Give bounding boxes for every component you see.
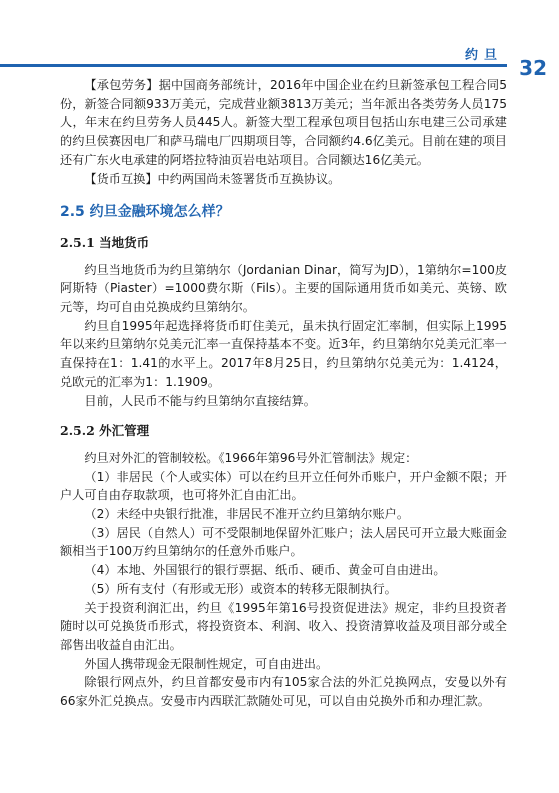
subsection-title-local-currency: 2.5.1 当地货币: [60, 234, 150, 250]
list-item: （5）所有支付（有形或无形）或资本的转移无限制执行。: [84, 581, 397, 596]
paragraph: 约旦对外汇的管制较松。《1966年第96号外汇管制法》规定：: [84, 450, 418, 465]
list-item: （1）非居民（个人或实体）可以在约旦开立任何外币账户，开户金额不限；开户人可自由存取款项，也可将外汇自由汇出。: [60, 469, 507, 503]
section-title: 2.5 约旦金融环境怎么样？: [60, 204, 230, 221]
subsection-title-forex: 2.5.2 外汇管理: [60, 423, 150, 439]
running-header-title: 约旦: [464, 48, 503, 63]
paragraph-currency-swap: 【货币互换】中约两国尚未签署货币互换协议。: [84, 171, 341, 186]
page-body: [60, 76, 507, 711]
paragraph: 约旦当地货币为约旦第纳尔（Jordanian Dinar，简写为JD），1第纳尔=100皮阿斯特（Piaster）=1000费尔斯（Fils）。主要的国际通用货币如美元、英镑、欧元等，均可自由兑换成约旦第纳尔。: [60, 262, 508, 315]
paragraph: 目前，人民币不能与约旦第纳尔直接结算。: [84, 393, 316, 408]
list-item: （3）居民（自然人）可不受限制地保留外汇账户；法人居民可开立最大账面金额相当于100万约旦第纳尔的任意外币账户。: [60, 525, 507, 559]
list-item: （4）本地、外国银行的银行票据、纸币、硬币、黄金可自由进出。: [84, 563, 446, 578]
header-rule: [0, 64, 507, 67]
paragraph: 除银行网点外，约旦首都安曼市内有105家合法的外汇兑换网点，安曼以外有66家外汇兑换点。安曼市内西联汇款随处可见，可以自由兑换外币和办理汇款。: [60, 675, 507, 709]
paragraph: 关于投资利润汇出，约旦《1995年第16号投资促进法》规定，非约旦投资者随时以可兑换货币形式，将投资资本、利润、收入、投资清算收益及项目部分或全部售出收益自由汇出。: [60, 600, 507, 652]
paragraph: 约旦自1995年起选择将货币盯住美元，虽未执行固定汇率制，但实际上1995年以来约旦第纳尔兑美元汇率一直保持基本不变。近3年，约旦第纳尔兑美元汇率一直保持在1：1.41的水平上。2017年8月25日，约旦第纳尔兑美元为：1.4124，兑欧元的汇率为1：1.1909。: [60, 318, 507, 389]
paragraph: 外国人携带现金无限制性规定，可自由进出。: [84, 656, 329, 671]
list-item: （2）未经中央银行批准，非居民不准开立约旦第纳尔账户。: [84, 507, 410, 522]
page-number: 32: [519, 56, 547, 80]
paragraph-contracting: 【承包劳务】据中国商务部统计，2016年中国企业在约旦新签承包工程合同5份，新签合同额933万美元，完成营业额3813万美元；当年派出各类劳务人员175人，年末在约旦劳务人员445人。新签大型工程承包项目包括山东电建三公司承建的约旦侯赛因电厂和萨马瑞电厂四期项目等，合同额约4.6亿美元。目前在建的项目还有广东火电承建的阿塔拉特油页岩电站项目。合同额达16亿美元。: [60, 78, 507, 167]
